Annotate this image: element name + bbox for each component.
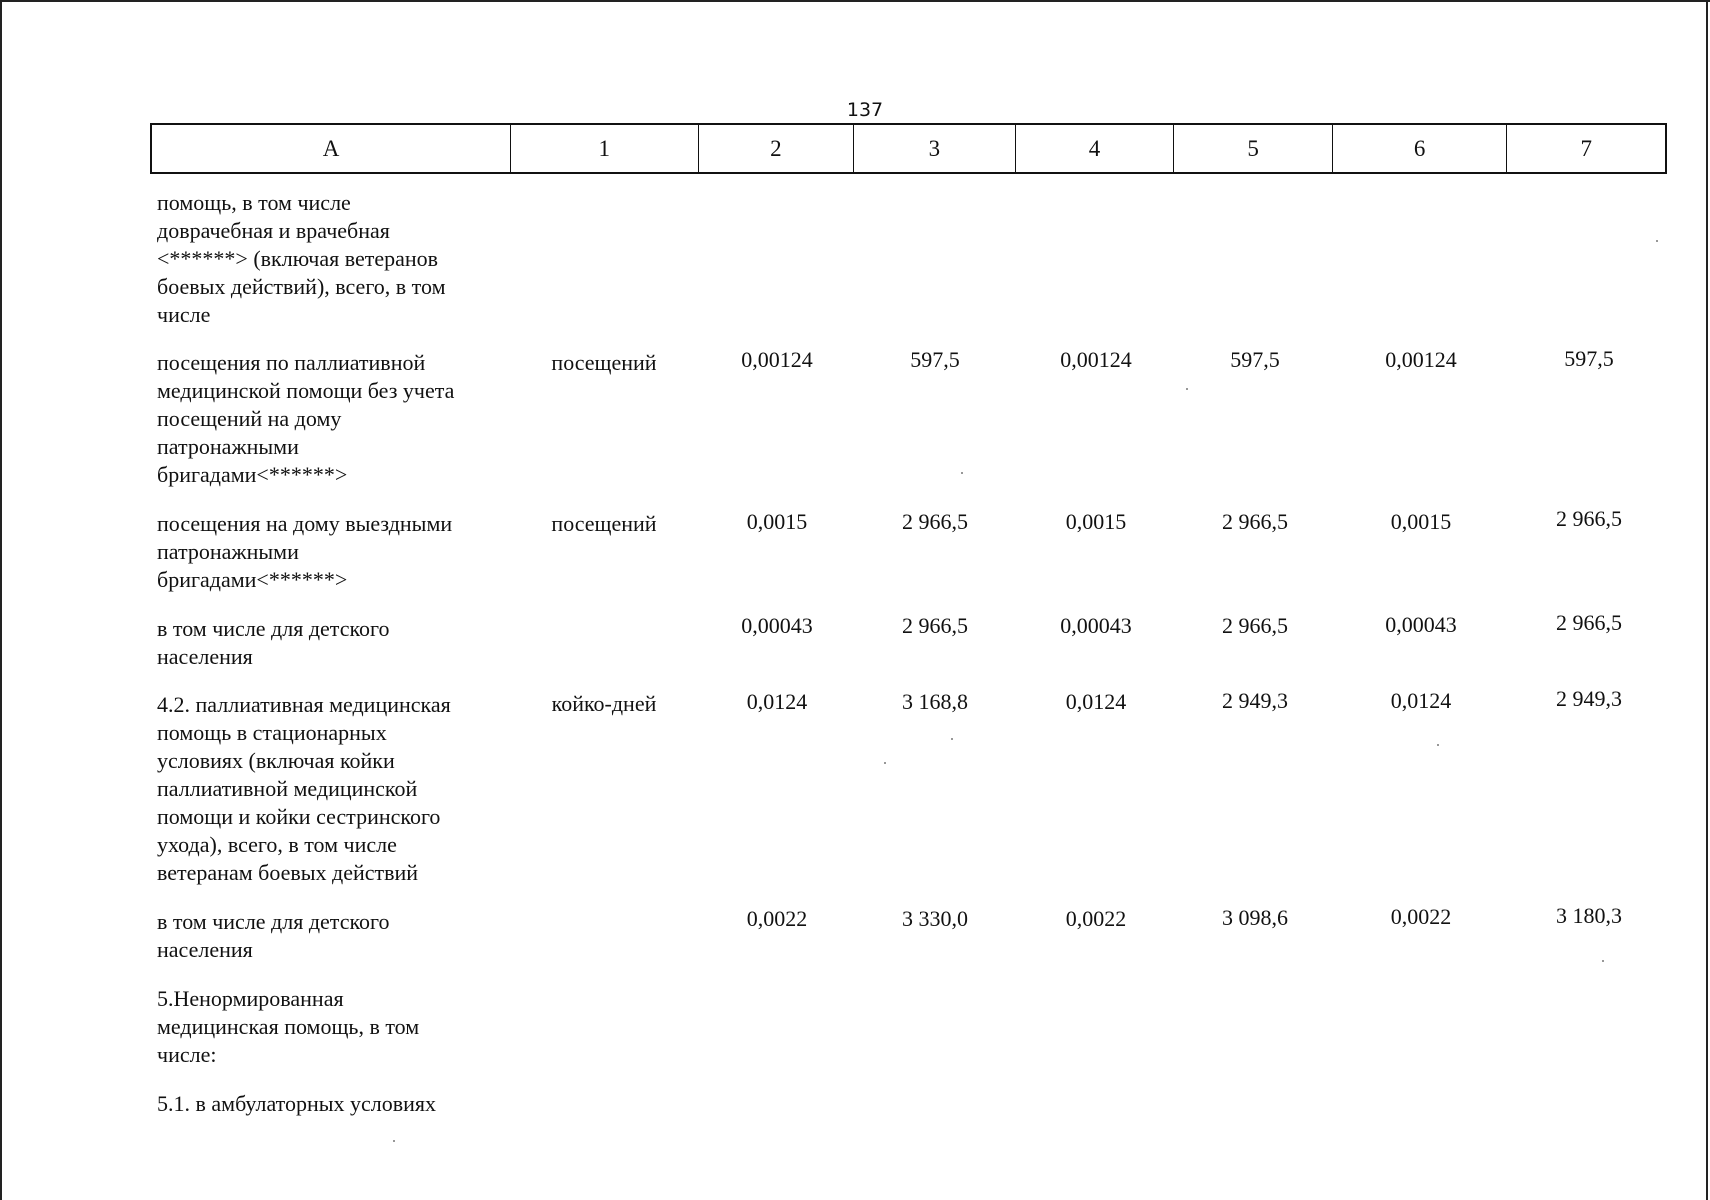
value-col-4: 0,00124 — [1060, 347, 1132, 372]
value-col-3: 3 330,0 — [902, 906, 968, 931]
scan-speck — [884, 762, 886, 764]
value-col-3: 2 966,5 — [902, 509, 968, 534]
header-cell-6: 6 — [1333, 125, 1508, 172]
row-label: посещения по паллиативной медицинской помощи без учета посещений на дому патронажными бригадами<******> — [157, 350, 455, 487]
header-cell-1: 1 — [511, 125, 699, 172]
page-edge-left — [0, 0, 2, 1200]
value-col-7: 2 966,5 — [1556, 506, 1622, 531]
value-col-6: 0,0022 — [1390, 904, 1452, 929]
value-col-3: 597,5 — [910, 347, 960, 372]
header-cell-a: А — [152, 125, 511, 172]
value-col-6: 0,00124 — [1385, 347, 1457, 372]
value-col-7: 3 180,3 — [1556, 903, 1622, 928]
row-label: 5.1. в амбулаторных условиях — [157, 1091, 437, 1116]
row-label: 4.2. паллиативная медицинская помощь в стационарных условиях (включая койки паллиативной медицинской помощи и койки сестринского ухода), всего, в том числе ветеранам боевых действий — [157, 692, 451, 885]
value-col-7: 2 949,3 — [1556, 686, 1622, 711]
row-label: помощь, в том числе доврачебная и врачебная <******> (включая ветеранов боевых действий), всего, в том числе — [157, 190, 446, 327]
value-col-4: 0,0124 — [1065, 689, 1127, 714]
scan-speck — [1186, 388, 1188, 390]
scan-speck — [961, 472, 963, 474]
header-cell-2: 2 — [699, 125, 855, 172]
header-cell-7: 7 — [1580, 135, 1592, 161]
value-col-3: 2 966,5 — [902, 613, 968, 638]
value-col-6: 0,0015 — [1390, 509, 1452, 534]
value-col-5: 597,5 — [1230, 347, 1280, 372]
row-unit: посещений — [551, 511, 657, 536]
scan-speck — [393, 1140, 395, 1142]
value-col-4: 0,0015 — [1065, 509, 1127, 534]
value-col-6: 0,0124 — [1390, 688, 1452, 713]
scan-speck — [1437, 744, 1439, 746]
page-edge-top — [0, 0, 1710, 2]
row-label: в том числе для детского населения — [157, 616, 390, 669]
value-col-5: 2 949,3 — [1222, 688, 1288, 713]
row-unit: койко-дней — [551, 691, 657, 716]
value-col-2: 0,0015 — [746, 509, 808, 534]
value-col-7: 2 966,5 — [1556, 610, 1622, 635]
row-label: в том числе для детского населения — [157, 909, 390, 962]
header-cell-4: 4 — [1016, 125, 1175, 172]
value-col-2: 0,0022 — [746, 906, 808, 931]
value-col-3: 3 168,8 — [902, 689, 968, 714]
row-label: 5.Ненормированная медицинская помощь, в том числе: — [157, 986, 420, 1067]
value-col-4: 0,0022 — [1065, 906, 1127, 931]
row-label: посещения на дому выездными патронажными бригадами<******> — [157, 511, 453, 592]
scan-speck — [951, 738, 953, 740]
value-col-7: 597,5 — [1564, 346, 1614, 371]
value-col-5: 3 098,6 — [1222, 905, 1288, 930]
scan-speck — [1656, 240, 1658, 242]
value-col-5: 2 966,5 — [1222, 509, 1288, 534]
value-col-6: 0,00043 — [1385, 612, 1457, 637]
value-col-5: 2 966,5 — [1222, 613, 1288, 638]
header-cell-3: 3 — [854, 125, 1016, 172]
header-cell-5: 5 — [1174, 125, 1333, 172]
page-edge-right — [1706, 0, 1708, 1200]
value-col-2: 0,00124 — [741, 347, 813, 372]
value-col-2: 0,00043 — [741, 613, 813, 638]
page-number: 137 — [846, 99, 884, 121]
value-col-4: 0,00043 — [1060, 613, 1132, 638]
row-unit: посещений — [551, 350, 657, 375]
table-header — [150, 123, 1667, 174]
scan-speck — [1602, 960, 1604, 962]
value-col-2: 0,0124 — [746, 689, 808, 714]
